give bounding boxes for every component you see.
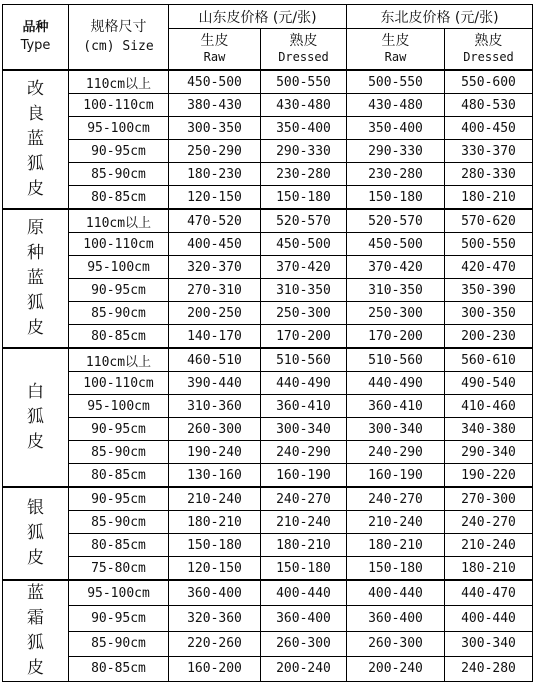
dongbei-raw-price: 240-290 bbox=[347, 441, 445, 464]
dongbei-raw-price: 150-180 bbox=[347, 186, 445, 210]
shandong-raw-price: 250-290 bbox=[169, 140, 261, 163]
shandong-dressed-price: 520-570 bbox=[261, 209, 347, 233]
table-row bbox=[3, 631, 533, 656]
raw-label-cn: 生皮 bbox=[381, 33, 410, 49]
shandong-raw-price: 380-430 bbox=[169, 94, 261, 117]
dongbei-dressed-price: 490-540 bbox=[445, 372, 533, 395]
size-cell: 95-100cm bbox=[69, 395, 169, 418]
dongbei-dressed-price: 330-370 bbox=[445, 140, 533, 163]
dongbei-raw-price: 360-400 bbox=[347, 606, 445, 631]
dongbei-raw-price: 170-200 bbox=[347, 325, 445, 349]
shandong-dressed-price: 440-490 bbox=[261, 372, 347, 395]
shandong-dressed-price: 250-300 bbox=[261, 302, 347, 325]
shandong-dressed-price: 300-340 bbox=[261, 418, 347, 441]
fur-type-char: 狐 bbox=[27, 633, 44, 653]
shandong-raw-price: 360-400 bbox=[169, 580, 261, 606]
size-cell: 80-85cm bbox=[69, 186, 169, 210]
shandong-dressed-price: 450-500 bbox=[261, 233, 347, 256]
table-row bbox=[3, 395, 533, 418]
dongbei-raw-price: 360-410 bbox=[347, 395, 445, 418]
dongbei-raw-price: 210-240 bbox=[347, 511, 445, 534]
fur-type-char: 蓝 bbox=[27, 268, 44, 288]
size-cell: 110cm以上 bbox=[69, 70, 169, 94]
size-cell: 100-110cm bbox=[69, 233, 169, 256]
shandong-raw-price: 400-450 bbox=[169, 233, 261, 256]
dongbei-raw-price: 290-330 bbox=[347, 140, 445, 163]
dongbei-raw-price: 150-180 bbox=[347, 557, 445, 581]
table-row bbox=[3, 348, 533, 372]
raw-label-cn: 生皮 bbox=[200, 33, 229, 49]
table-row bbox=[3, 511, 533, 534]
dressed-label-cn: 熟皮 bbox=[474, 33, 503, 49]
dongbei-raw-price: 200-240 bbox=[347, 656, 445, 681]
dongbei-dressed-price: 350-390 bbox=[445, 279, 533, 302]
fur-type-char: 狐 bbox=[27, 154, 44, 174]
size-cell: 95-100cm bbox=[69, 580, 169, 606]
fur-type-char: 皮 bbox=[27, 658, 44, 678]
fur-type-char: 原 bbox=[27, 218, 44, 238]
size-cell: 85-90cm bbox=[69, 631, 169, 656]
dongbei-dressed-price: 290-340 bbox=[445, 441, 533, 464]
shandong-dressed-price: 500-550 bbox=[261, 70, 347, 94]
fur-type-char: 蓝 bbox=[27, 129, 44, 149]
price-table-container bbox=[2, 4, 533, 682]
table-row bbox=[3, 606, 533, 631]
shandong-price-header: 山东皮价格 (元/张) bbox=[169, 5, 347, 29]
size-cell: 90-95cm bbox=[69, 140, 169, 163]
shandong-raw-price: 160-200 bbox=[169, 656, 261, 681]
fur-type-cell bbox=[3, 487, 69, 580]
size-header-cn: 规格尺寸 bbox=[90, 19, 147, 35]
size-cell: 80-85cm bbox=[69, 464, 169, 488]
size-cell: 100-110cm bbox=[69, 372, 169, 395]
dongbei-dressed-price: 190-220 bbox=[445, 464, 533, 488]
table-row bbox=[3, 94, 533, 117]
dongbei-raw-price: 450-500 bbox=[347, 233, 445, 256]
shandong-dressed-price: 150-180 bbox=[261, 186, 347, 210]
shandong-dressed-price: 290-330 bbox=[261, 140, 347, 163]
type-header-cn: 品种 bbox=[22, 20, 49, 35]
shandong-dressed-price: 240-290 bbox=[261, 441, 347, 464]
fur-type-char: 种 bbox=[27, 243, 44, 263]
dongbei-dressed-price: 180-210 bbox=[445, 557, 533, 581]
dongbei-raw-price: 500-550 bbox=[347, 70, 445, 94]
dongbei-dressed-price: 560-610 bbox=[445, 348, 533, 372]
shandong-raw-price: 320-360 bbox=[169, 606, 261, 631]
dongbei-raw-price: 300-340 bbox=[347, 418, 445, 441]
shandong-raw-price: 460-510 bbox=[169, 348, 261, 372]
shandong-raw-price: 180-230 bbox=[169, 163, 261, 186]
dongbei-dressed-price: 410-460 bbox=[445, 395, 533, 418]
shandong-dressed-price: 310-350 bbox=[261, 279, 347, 302]
shandong-dressed-price: 350-400 bbox=[261, 117, 347, 140]
dongbei-dressed-price: 400-450 bbox=[445, 117, 533, 140]
price-table-body bbox=[3, 70, 533, 682]
dongbei-dressed-price: 240-270 bbox=[445, 511, 533, 534]
fur-type-char: 皮 bbox=[27, 179, 44, 199]
table-row bbox=[3, 372, 533, 395]
table-row bbox=[3, 487, 533, 511]
size-cell: 85-90cm bbox=[69, 511, 169, 534]
table-row bbox=[3, 186, 533, 210]
shandong-raw-price: 470-520 bbox=[169, 209, 261, 233]
type-header-en: Type bbox=[20, 38, 51, 53]
table-row bbox=[3, 325, 533, 349]
table-row bbox=[3, 580, 533, 606]
fur-type-cell bbox=[3, 348, 69, 487]
dongbei-dressed-price: 240-280 bbox=[445, 656, 533, 681]
dongbei-dressed-price: 480-530 bbox=[445, 94, 533, 117]
shandong-raw-price: 180-210 bbox=[169, 511, 261, 534]
dongbei-dressed-price: 200-230 bbox=[445, 325, 533, 349]
fur-type-char: 白 bbox=[27, 382, 44, 402]
dongbei-dressed-price: 180-210 bbox=[445, 186, 533, 210]
fur-type-char: 改 bbox=[27, 79, 44, 99]
table-row bbox=[3, 256, 533, 279]
dongbei-dressed-price: 300-340 bbox=[445, 631, 533, 656]
dongbei-price-header: 东北皮价格 (元/张) bbox=[347, 5, 533, 29]
dongbei-raw-price: 350-400 bbox=[347, 117, 445, 140]
raw-label-en: Raw bbox=[203, 50, 226, 64]
dongbei-raw-price: 440-490 bbox=[347, 372, 445, 395]
dressed-label-cn: 熟皮 bbox=[289, 33, 318, 49]
fur-type-cell bbox=[3, 580, 69, 682]
dongbei-raw-price: 160-190 bbox=[347, 464, 445, 488]
size-cell: 85-90cm bbox=[69, 163, 169, 186]
dressed-label-en: Dressed bbox=[278, 50, 329, 64]
shandong-dressed-price: 150-180 bbox=[261, 557, 347, 581]
dongbei-dressed-price: 400-440 bbox=[445, 606, 533, 631]
shandong-raw-price: 260-300 bbox=[169, 418, 261, 441]
size-cell: 80-85cm bbox=[69, 656, 169, 681]
dongbei-dressed-price: 340-380 bbox=[445, 418, 533, 441]
size-cell: 80-85cm bbox=[69, 534, 169, 557]
table-row bbox=[3, 441, 533, 464]
shandong-raw-price: 200-250 bbox=[169, 302, 261, 325]
shandong-dressed-price: 370-420 bbox=[261, 256, 347, 279]
dongbei-raw-header bbox=[347, 29, 445, 71]
size-cell: 90-95cm bbox=[69, 279, 169, 302]
table-row bbox=[3, 117, 533, 140]
fur-type-char: 狐 bbox=[27, 293, 44, 313]
dongbei-dressed-price: 270-300 bbox=[445, 487, 533, 511]
raw-label-en: Raw bbox=[384, 50, 407, 64]
dongbei-raw-price: 180-210 bbox=[347, 534, 445, 557]
table-row bbox=[3, 233, 533, 256]
dongbei-raw-price: 370-420 bbox=[347, 256, 445, 279]
table-row bbox=[3, 418, 533, 441]
fur-type-cell bbox=[3, 70, 69, 209]
size-cell: 85-90cm bbox=[69, 441, 169, 464]
dongbei-dressed-header bbox=[445, 29, 533, 71]
size-cell: 90-95cm bbox=[69, 487, 169, 511]
shandong-raw-price: 120-150 bbox=[169, 557, 261, 581]
size-cell: 110cm以上 bbox=[69, 209, 169, 233]
size-cell: 95-100cm bbox=[69, 256, 169, 279]
shandong-dressed-price: 200-240 bbox=[261, 656, 347, 681]
dongbei-raw-price: 510-560 bbox=[347, 348, 445, 372]
table-row bbox=[3, 140, 533, 163]
size-cell: 90-95cm bbox=[69, 606, 169, 631]
fur-type-cell bbox=[3, 209, 69, 348]
shandong-dressed-price: 400-440 bbox=[261, 580, 347, 606]
shandong-dressed-price: 180-210 bbox=[261, 534, 347, 557]
dongbei-raw-price: 240-270 bbox=[347, 487, 445, 511]
fur-type-char: 狐 bbox=[27, 523, 44, 543]
shandong-raw-price: 300-350 bbox=[169, 117, 261, 140]
fur-type-char: 皮 bbox=[27, 318, 44, 338]
type-header bbox=[3, 5, 69, 71]
dongbei-dressed-price: 500-550 bbox=[445, 233, 533, 256]
dongbei-dressed-price: 550-600 bbox=[445, 70, 533, 94]
fur-type-char: 霜 bbox=[27, 608, 44, 628]
fur-type-char: 蓝 bbox=[27, 583, 44, 603]
dongbei-dressed-price: 420-470 bbox=[445, 256, 533, 279]
shandong-raw-price: 130-160 bbox=[169, 464, 261, 488]
shandong-raw-price: 150-180 bbox=[169, 534, 261, 557]
shandong-raw-price: 120-150 bbox=[169, 186, 261, 210]
shandong-dressed-price: 260-300 bbox=[261, 631, 347, 656]
table-row bbox=[3, 557, 533, 581]
dongbei-dressed-price: 570-620 bbox=[445, 209, 533, 233]
fur-type-char: 银 bbox=[27, 498, 44, 518]
size-cell: 100-110cm bbox=[69, 94, 169, 117]
shandong-dressed-header bbox=[261, 29, 347, 71]
fur-type-char: 狐 bbox=[27, 407, 44, 427]
table-row bbox=[3, 534, 533, 557]
dongbei-raw-price: 230-280 bbox=[347, 163, 445, 186]
table-row bbox=[3, 209, 533, 233]
shandong-raw-price: 210-240 bbox=[169, 487, 261, 511]
shandong-raw-price: 140-170 bbox=[169, 325, 261, 349]
dongbei-raw-price: 430-480 bbox=[347, 94, 445, 117]
shandong-raw-price: 310-360 bbox=[169, 395, 261, 418]
shandong-dressed-price: 360-410 bbox=[261, 395, 347, 418]
dongbei-dressed-price: 300-350 bbox=[445, 302, 533, 325]
table-row bbox=[3, 163, 533, 186]
shandong-dressed-price: 240-270 bbox=[261, 487, 347, 511]
fur-type-char: 良 bbox=[27, 104, 44, 124]
shandong-dressed-price: 160-190 bbox=[261, 464, 347, 488]
shandong-dressed-price: 430-480 bbox=[261, 94, 347, 117]
dongbei-dressed-price: 210-240 bbox=[445, 534, 533, 557]
dongbei-raw-price: 520-570 bbox=[347, 209, 445, 233]
fur-type-char: 皮 bbox=[27, 548, 44, 568]
shandong-dressed-price: 170-200 bbox=[261, 325, 347, 349]
shandong-raw-price: 270-310 bbox=[169, 279, 261, 302]
dongbei-raw-price: 400-440 bbox=[347, 580, 445, 606]
size-cell: 90-95cm bbox=[69, 418, 169, 441]
size-header-en: (cm) Size bbox=[83, 39, 154, 54]
fox-fur-price-table bbox=[2, 4, 533, 682]
table-row bbox=[3, 70, 533, 94]
shandong-raw-price: 390-440 bbox=[169, 372, 261, 395]
dongbei-raw-price: 260-300 bbox=[347, 631, 445, 656]
shandong-raw-price: 190-240 bbox=[169, 441, 261, 464]
shandong-dressed-price: 510-560 bbox=[261, 348, 347, 372]
size-cell: 110cm以上 bbox=[69, 348, 169, 372]
shandong-dressed-price: 210-240 bbox=[261, 511, 347, 534]
shandong-dressed-price: 230-280 bbox=[261, 163, 347, 186]
shandong-raw-price: 450-500 bbox=[169, 70, 261, 94]
shandong-raw-price: 220-260 bbox=[169, 631, 261, 656]
fur-type-char: 皮 bbox=[27, 432, 44, 452]
size-cell: 80-85cm bbox=[69, 325, 169, 349]
shandong-dressed-price: 360-400 bbox=[261, 606, 347, 631]
shandong-raw-header bbox=[169, 29, 261, 71]
table-row bbox=[3, 464, 533, 488]
dongbei-raw-price: 250-300 bbox=[347, 302, 445, 325]
size-cell: 75-80cm bbox=[69, 557, 169, 581]
shandong-raw-price: 320-370 bbox=[169, 256, 261, 279]
size-cell: 95-100cm bbox=[69, 117, 169, 140]
table-row bbox=[3, 279, 533, 302]
dongbei-dressed-price: 280-330 bbox=[445, 163, 533, 186]
size-header bbox=[69, 5, 169, 71]
dongbei-raw-price: 310-350 bbox=[347, 279, 445, 302]
dongbei-dressed-price: 440-470 bbox=[445, 580, 533, 606]
table-row bbox=[3, 656, 533, 681]
table-row bbox=[3, 302, 533, 325]
dressed-label-en: Dressed bbox=[463, 50, 514, 64]
size-cell: 85-90cm bbox=[69, 302, 169, 325]
